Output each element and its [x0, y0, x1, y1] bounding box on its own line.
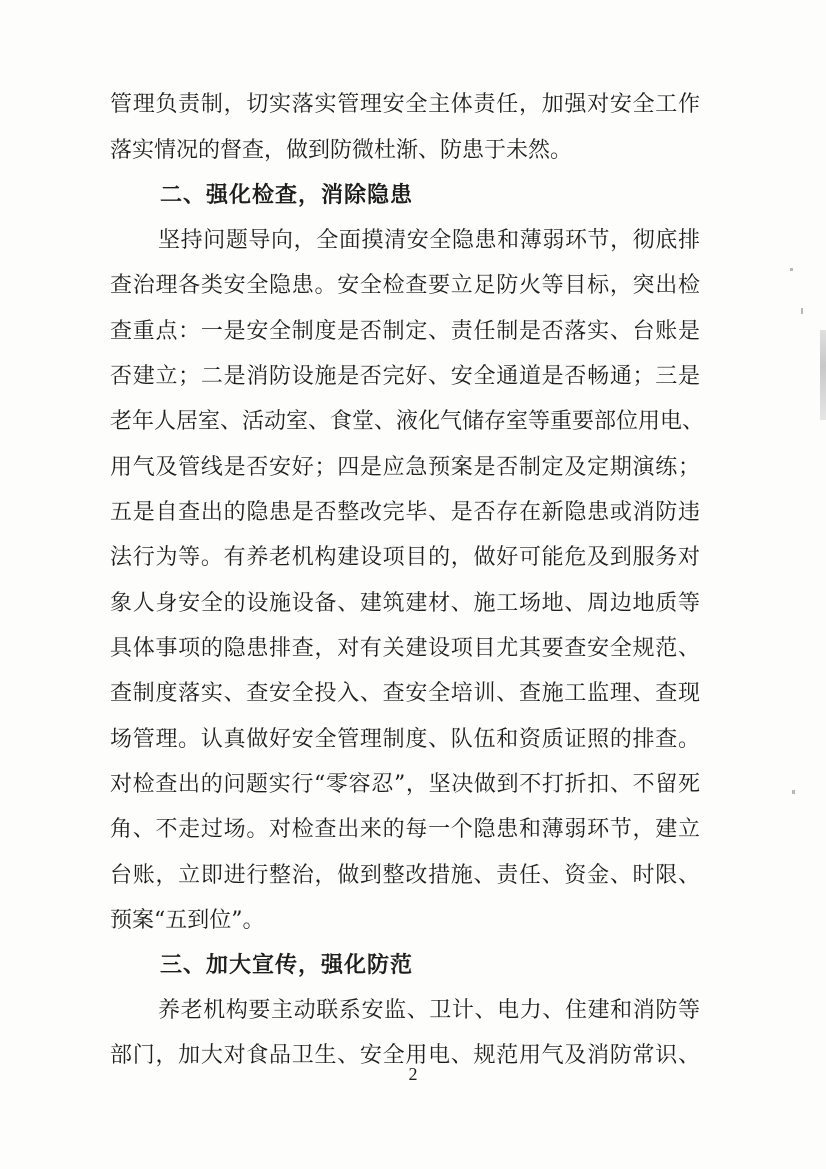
section-heading-2: 二、强化检查，消除隐患: [160, 183, 414, 208]
body-line: 管理负责制，切实落实管理安全主体责任，加强对安全工作: [110, 92, 700, 117]
body-line: 具体事项的隐患排查，对有关建设项目尤其要查安全规范、: [110, 636, 700, 661]
body-line: 否建立；二是消防设施是否完好、安全通道是否畅通；三是: [110, 364, 700, 389]
body-line: 场管理。认真做好安全管理制度、队伍和资质证照的排查。: [110, 727, 700, 752]
body-line: 五是自查出的隐患是否整改完毕、是否存在新隐患或消防违: [110, 500, 700, 525]
body-line: 老年人居室、活动室、食堂、液化气储存室等重要部位用电、: [110, 409, 705, 434]
scan-speck: [790, 268, 793, 271]
scan-speck: [792, 790, 795, 794]
body-line: 象人身安全的设施设备、建筑建材、施工场地、周边地质等: [110, 591, 700, 616]
body-line: 法行为等。有养老机构建设项目的，做好可能危及到服务对: [110, 545, 700, 570]
body-line: 查制度落实、查安全投入、查安全培训、查施工监理、查现: [110, 681, 700, 706]
section-heading-3: 三、加大宣传，强化防范: [160, 953, 414, 978]
body-line: 查治理各类安全隐患。安全检查要立足防火等目标，突出检: [110, 273, 700, 298]
body-line: 台账，立即进行整治，做到整改措施、责任、资金、时限、: [110, 863, 700, 888]
body-line: 用气及管线是否安好；四是应急预案是否制定及定期演练；: [110, 455, 700, 480]
body-line: 养老机构要主动联系安监、卫计、电力、住建和消防等: [158, 998, 700, 1023]
page-number: 2: [408, 1064, 418, 1084]
scan-speck: [801, 308, 803, 314]
body-line: 坚持问题导向，全面摸清安全隐患和薄弱环节，彻底排: [158, 228, 700, 253]
body-line: 落实情况的督查，做到防微杜渐、防患于未然。: [110, 138, 573, 163]
body-line: 预案“五到位”。: [110, 908, 265, 933]
body-line: 角、不走过场。对检查出来的每一个隐患和薄弱环节，建立: [110, 817, 700, 842]
body-line: 对检查出的问题实行“零容忍”，坚决做到不打折扣、不留死: [110, 772, 700, 797]
body-line: 查重点：一是安全制度是否制定、责任制是否落实、台账是: [110, 319, 700, 344]
body-line: 部门，加大对食品卫生、安全用电、规范用气及消防常识、: [110, 1043, 700, 1068]
scan-edge-strip: [820, 330, 826, 420]
